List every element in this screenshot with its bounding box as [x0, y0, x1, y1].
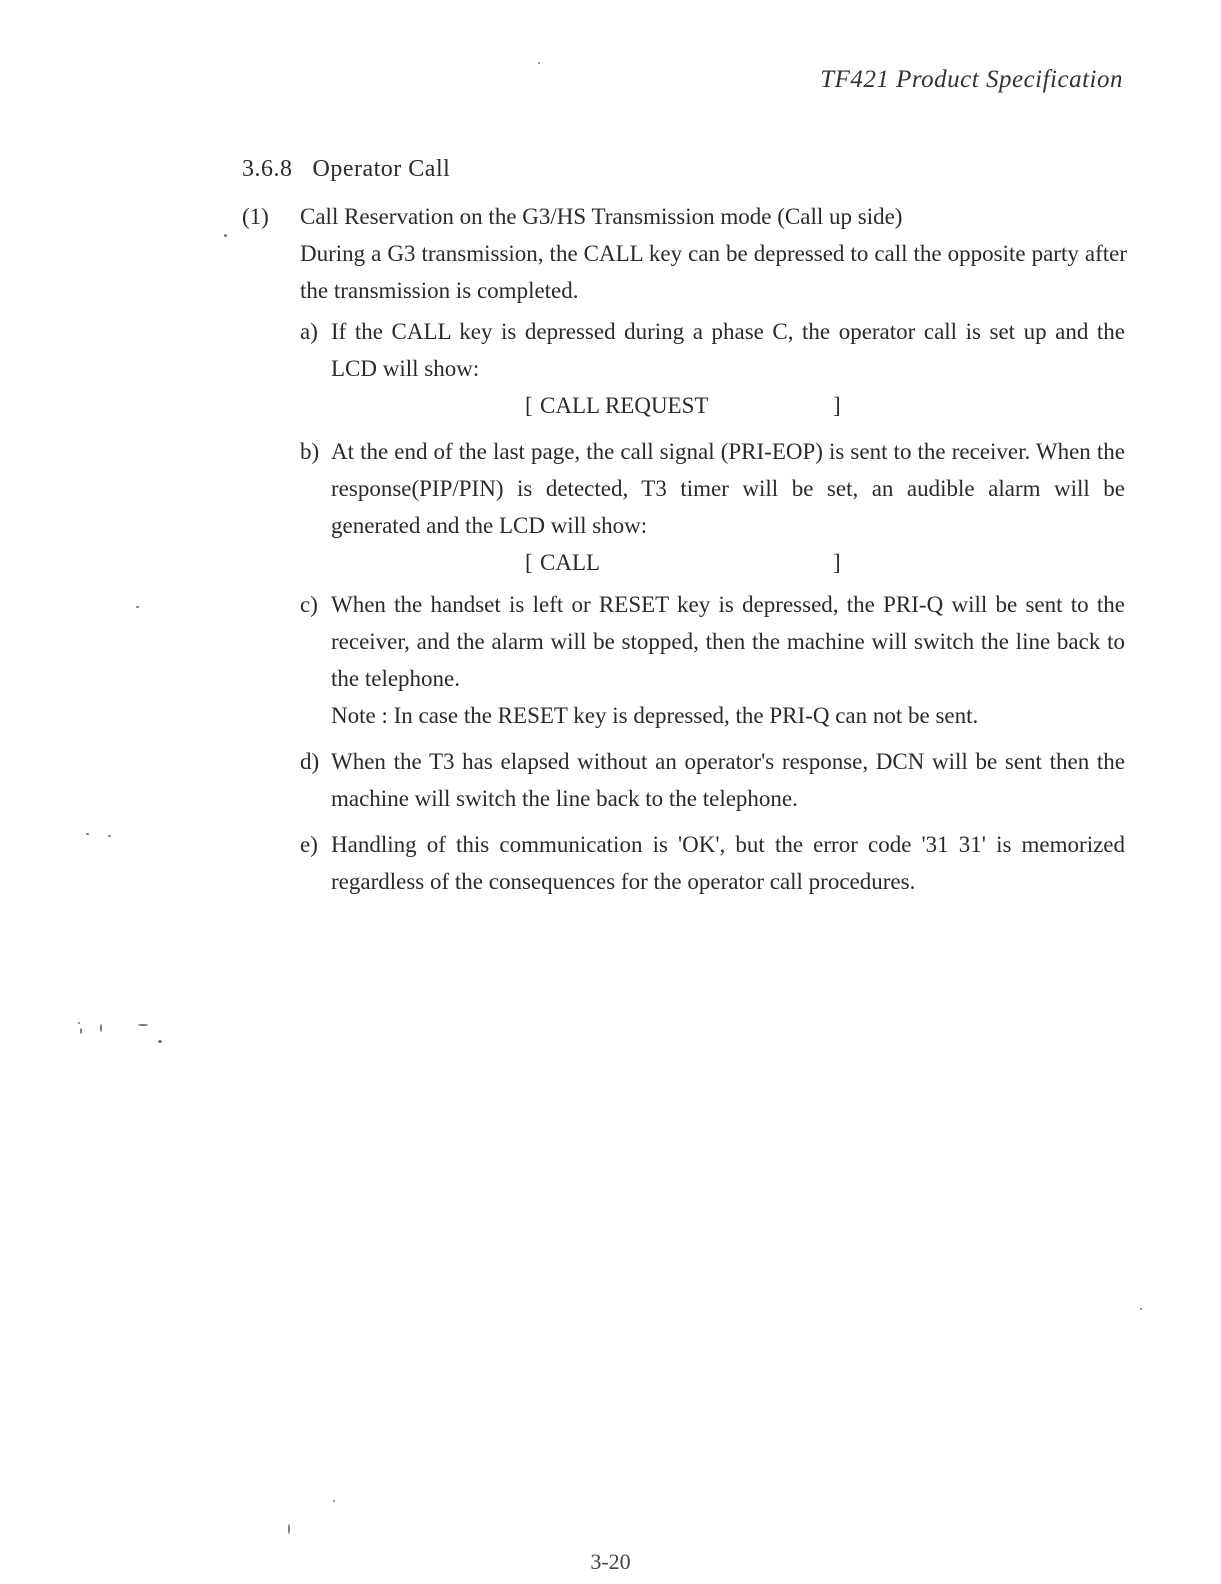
section-number: 3.6.8: [242, 156, 293, 182]
lcd-display-line: [300, 544, 1125, 581]
scan-speck: [78, 1022, 80, 1024]
sub-item-marker: d): [300, 749, 320, 774]
scan-speck: [100, 1024, 102, 1032]
scan-speck: [158, 1040, 162, 1043]
scan-speck: [136, 606, 139, 608]
scan-speck: [224, 234, 227, 237]
lcd-open-bracket: [: [525, 550, 533, 575]
scan-speck: [333, 1500, 335, 1502]
sub-item-text: At the end of the last page, the call signal (PRI-EOP) is sent to the receiver. When the response(PIP/PIN) is detected, T3 timer will be set, an audible alarm will be generated and the LCD will show:: [331, 439, 1125, 538]
note-text: Note : In case the RESET key is depressed, the PRI-Q can not be sent.: [331, 703, 979, 728]
item-marker: (1): [242, 204, 269, 229]
scan-speck: [108, 835, 111, 837]
lcd-close-bracket: ]: [833, 550, 841, 575]
page-number: 3-20: [590, 1549, 631, 1574]
item-title: Call Reservation on the G3/HS Transmission mode (Call up side): [300, 204, 903, 229]
sub-item-d: [300, 743, 1125, 817]
sub-item-text: Handling of this communication is 'OK', but the error code '31 31' is memorized regardless of the consequences for the operator call procedures.: [331, 832, 1125, 894]
scan-speck: [86, 833, 89, 835]
sub-item-c: [300, 586, 1125, 734]
sub-item-marker: c): [300, 592, 318, 617]
lcd-close-bracket: ]: [833, 393, 841, 418]
lcd-text: CALL REQUEST: [540, 393, 709, 418]
list-item-1: [242, 198, 1127, 309]
section-heading: [242, 156, 450, 183]
scan-speck: [288, 1524, 290, 1534]
scan-speck: [1140, 1308, 1142, 1310]
lcd-display-line: [300, 387, 1125, 424]
sub-item-marker: a): [300, 319, 318, 344]
scan-speck: [538, 62, 540, 64]
document-header-title: TF421 Product Specification: [820, 66, 1123, 93]
section-title: Operator Call: [312, 156, 451, 182]
lcd-text: CALL: [540, 550, 601, 575]
scan-speck: [80, 1028, 82, 1034]
scan-speck: [138, 1024, 148, 1026]
sub-item-text: When the handset is left or RESET key is depressed, the PRI-Q will be sent to the receiver, and the alarm will be stopped, then the machine will switch the line back to the telephone.: [331, 592, 1125, 691]
sub-item-a: [300, 313, 1125, 424]
sub-item-b: [300, 433, 1125, 581]
lcd-open-bracket: [: [525, 393, 533, 418]
sub-item-text: If the CALL key is depressed during a phase C, the operator call is set up and the LCD will show:: [331, 319, 1125, 381]
sub-item-marker: e): [300, 832, 318, 857]
item-intro: During a G3 transmission, the CALL key can be depressed to call the opposite party after the transmission is completed.: [300, 241, 1127, 303]
sub-item-e: [300, 826, 1125, 900]
sub-item-marker: b): [300, 439, 320, 464]
sub-item-text: When the T3 has elapsed without an operator's response, DCN will be sent then the machine will switch the line back to the telephone.: [331, 749, 1125, 811]
